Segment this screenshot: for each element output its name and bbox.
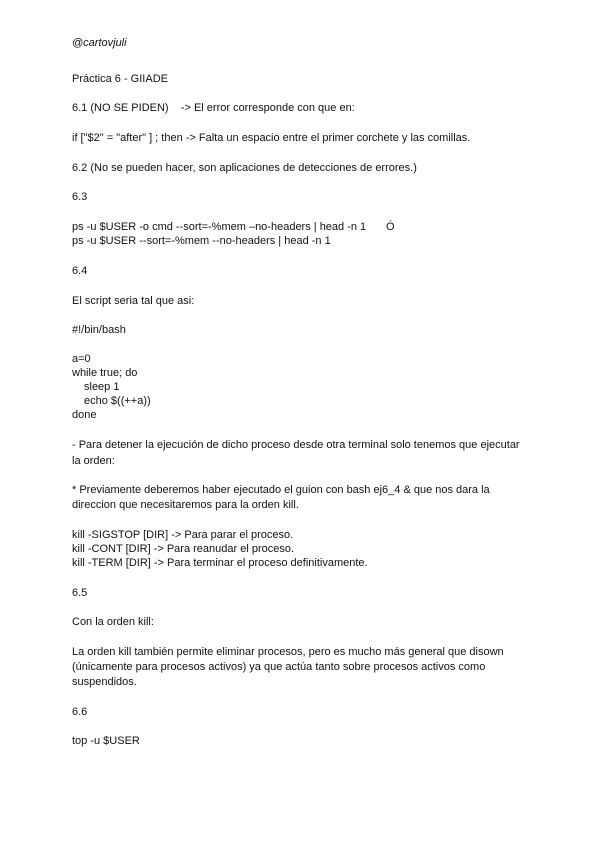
section-6-3-or: Ó	[386, 221, 395, 233]
section-6-3-command-2: ps -u $USER --sort=-%mem --no-headers | head -n 1	[72, 235, 331, 247]
paragraph-line: la orden:	[72, 455, 115, 467]
script-line: sleep 1	[84, 381, 120, 393]
section-6-2-heading: 6.2 (No se pueden hacer, son aplicaciones de detecciones de errores.)	[72, 162, 417, 174]
section-6-3-command-1: ps -u $USER -o cmd --sort=-%mem –no-headers | head -n 1	[72, 221, 367, 233]
paragraph-line: * Previamente deberemos haber ejecutado el guion con bash ej6_4 & que nos dara la	[72, 484, 490, 496]
script-line: echo $((++a))	[84, 395, 151, 407]
section-6-3-heading: 6.3	[72, 191, 88, 203]
paragraph-line: (únicamente para procesos activos) ya que actúa tanto sobre procesos activos como	[72, 661, 486, 673]
section-6-6-command: top -u $USER	[72, 735, 140, 747]
script-shebang: #!/bin/bash	[72, 324, 126, 336]
kill-command: kill -CONT [DIR] -> Para reanudar el proceso.	[72, 543, 295, 555]
section-6-4-heading: 6.4	[72, 265, 88, 277]
section-6-5-heading: 6.5	[72, 587, 88, 599]
section-6-1-heading: 6.1 (NO SE PIDEN) -> El error corresponde con que en:	[72, 102, 355, 114]
script-line: a=0	[72, 353, 91, 365]
paragraph-line: direccion que necesitaremos para la orden kill.	[72, 499, 299, 511]
kill-command: kill -SIGSTOP [DIR] -> Para parar el proceso.	[72, 529, 294, 541]
section-6-5-intro: Con la orden kill:	[72, 616, 154, 628]
section-6-6-heading: 6.6	[72, 706, 88, 718]
section-6-4-intro: El script seria tal que asi:	[72, 295, 195, 307]
paragraph-line: La orden kill también permite eliminar procesos, pero es mucho más general que disown	[72, 646, 504, 658]
section-6-1-detail: if ["$2" = "after" ] ; then -> Falta un espacio entre el primer corchete y las comillas.	[72, 132, 471, 144]
paragraph-line: suspendidos.	[72, 676, 137, 688]
author-handle: @cartovjuli	[72, 37, 127, 49]
kill-command: kill -TERM [DIR] -> Para terminar el proceso definitivamente.	[72, 557, 368, 569]
document-title: Práctica 6 - GIIADE	[72, 73, 168, 85]
script-line: while true; do	[72, 367, 138, 379]
script-line: done	[72, 409, 97, 421]
paragraph-line: - Para detener la ejecución de dicho proceso desde otra terminal solo tenemos que ejecutar	[72, 439, 520, 451]
